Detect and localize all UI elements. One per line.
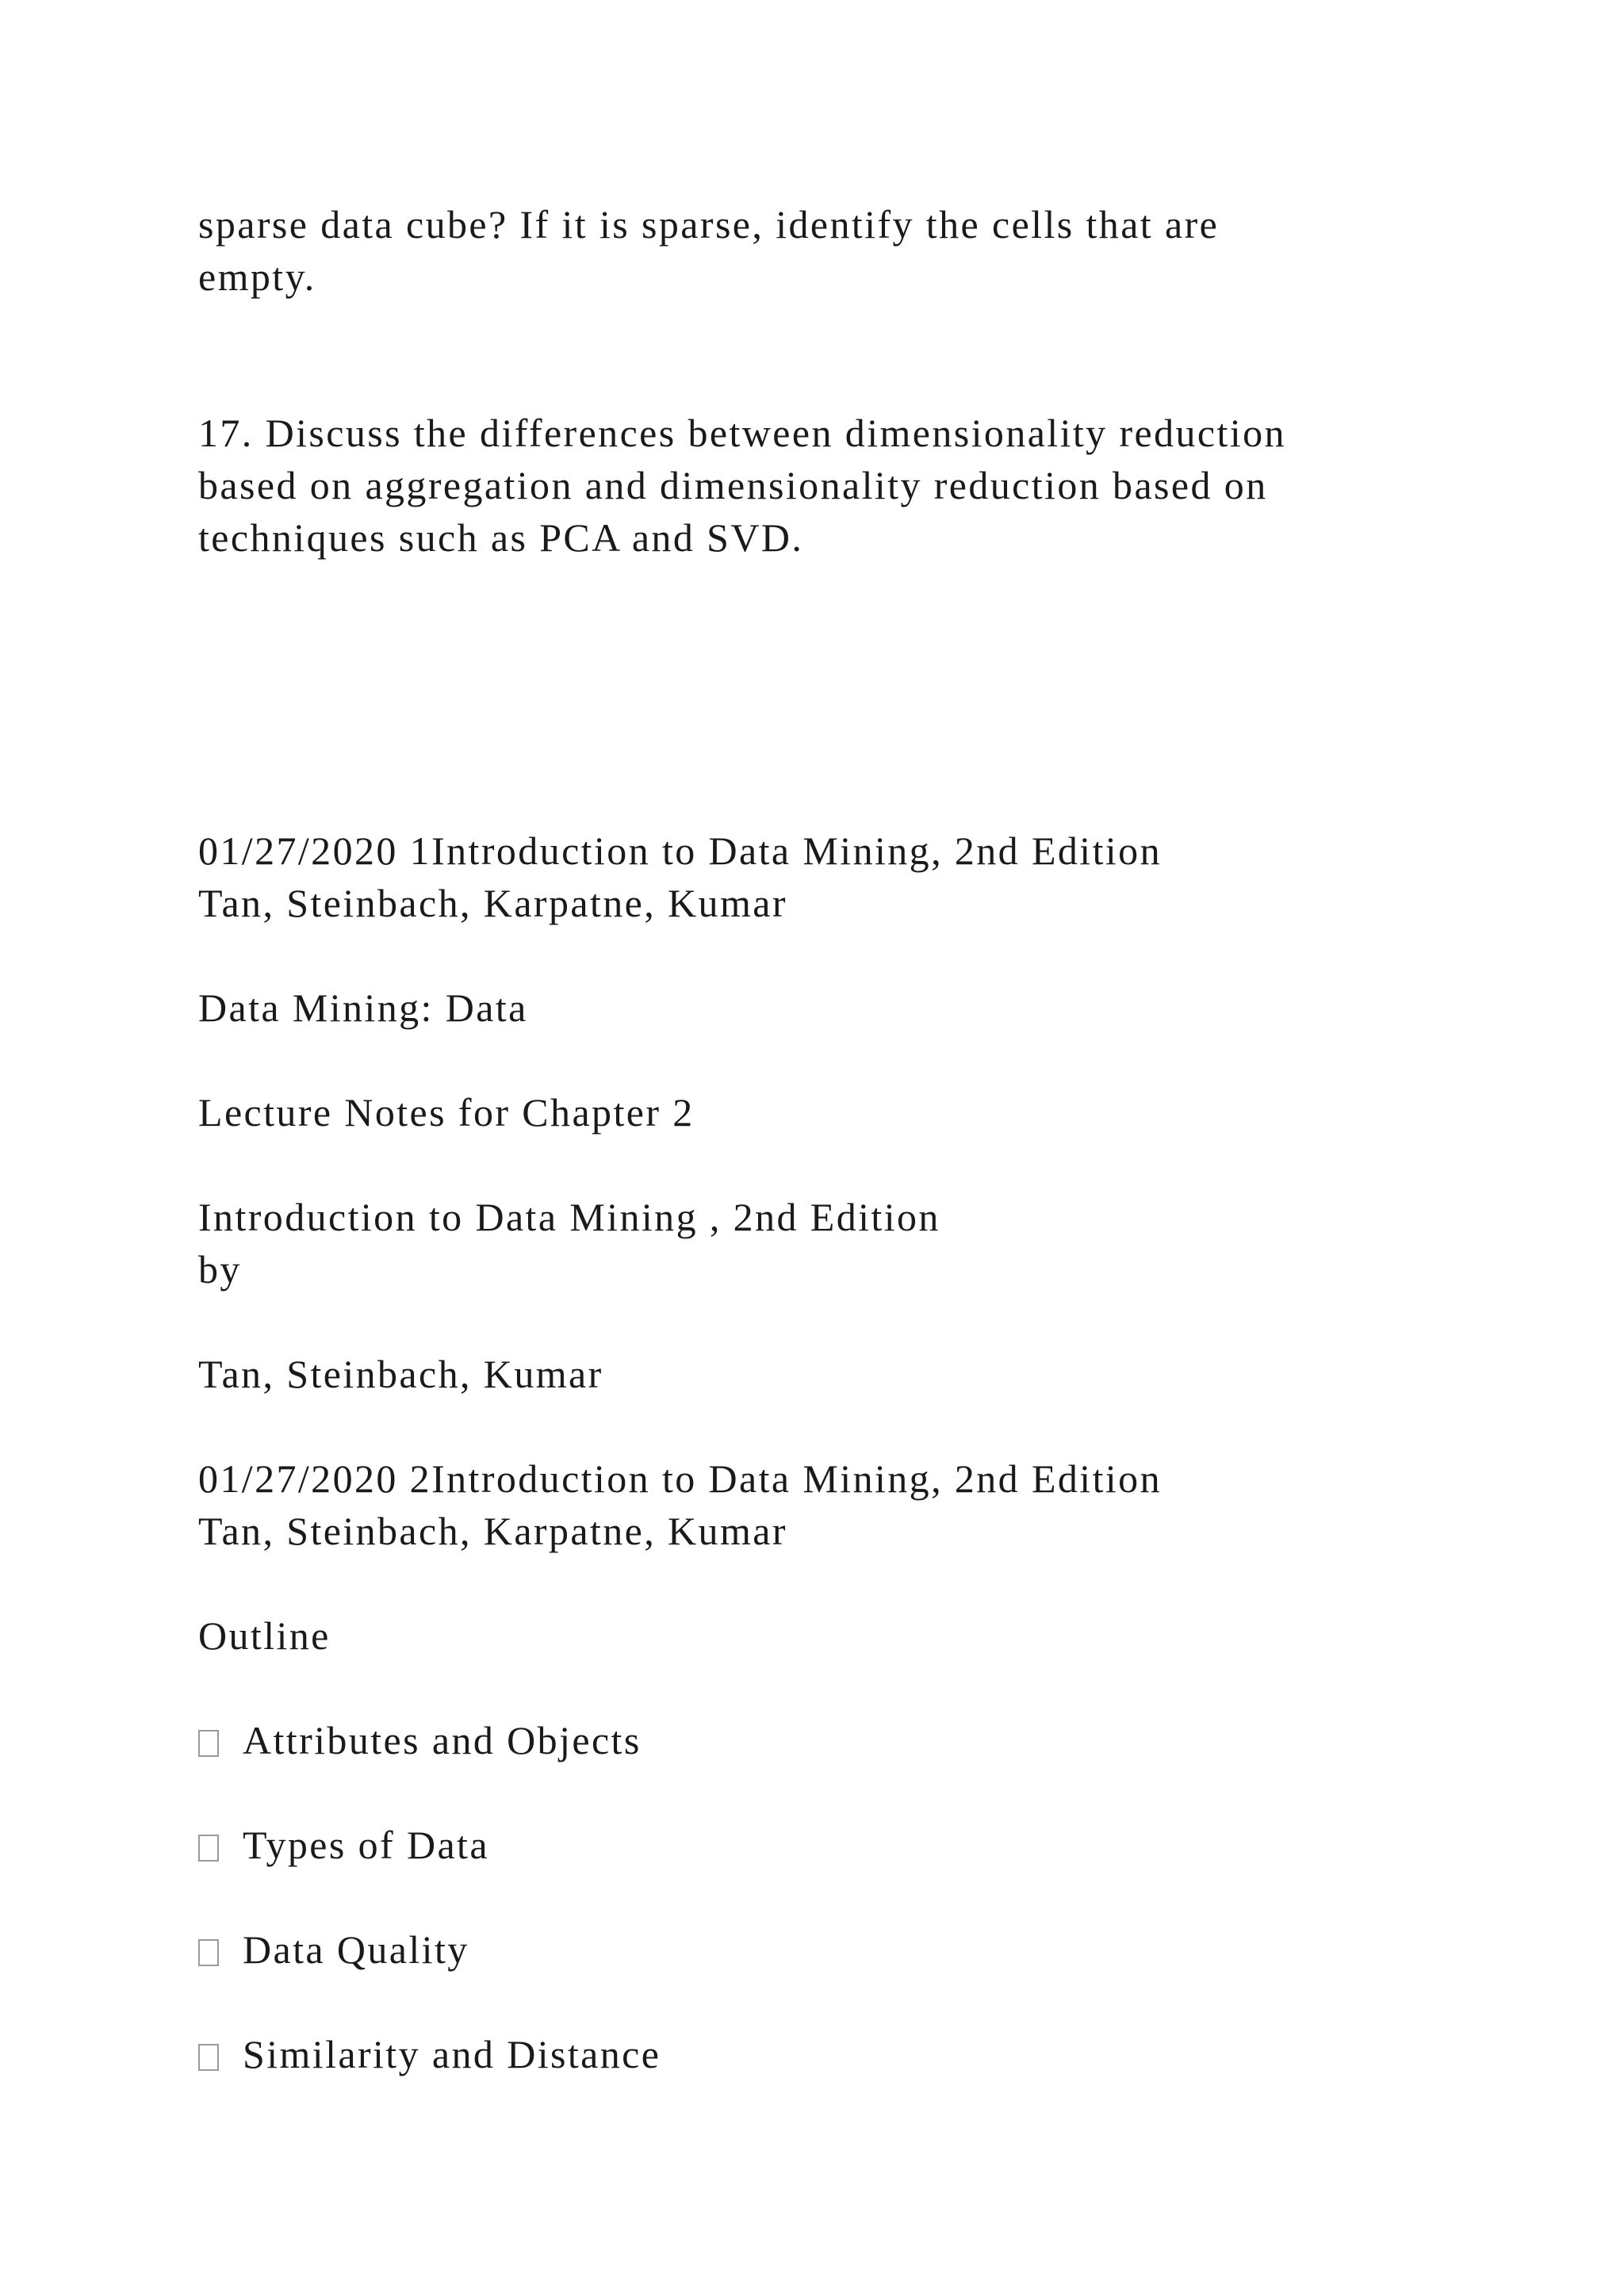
question-17-line: 17. Discuss the differences between dimensionality reduction <box>198 411 1286 455</box>
outline-item <box>198 2028 661 2080</box>
outline-item <box>198 1819 489 1871</box>
outline-heading: Outline <box>198 1613 331 1658</box>
outline-item <box>198 1923 469 1976</box>
slide-header-authors: Tan, Steinbach, Karpatne, Kumar <box>198 1509 787 1553</box>
text-line: based on aggregation and dimensionality reduction based on <box>198 463 1268 507</box>
text-line: Introduction to Data Mining , 2nd Edition <box>198 1195 940 1239</box>
bullet-box-icon <box>198 1730 219 1757</box>
text-line: Tan, Steinbach, Kumar <box>198 1352 603 1396</box>
outline-item-label: Similarity and Distance <box>243 2032 661 2076</box>
outline-item-label: Attributes and Objects <box>243 1718 642 1762</box>
text-line: by <box>198 1247 242 1292</box>
text-line: empty. <box>198 254 316 299</box>
outline-item <box>198 1714 642 1766</box>
text-line: techniques such as PCA and SVD. <box>198 515 804 560</box>
bullet-box-icon <box>198 1835 219 1862</box>
slide-header: 01/27/2020 1Introduction to Data Mining, 2nd Edition <box>198 828 1162 873</box>
outline-item-label: Types of Data <box>243 1823 489 1867</box>
outline-item-label: Data Quality <box>243 1927 469 1972</box>
bullet-box-icon <box>198 2044 219 2071</box>
text-line: sparse data cube? If it is sparse, identify the cells that are <box>198 202 1220 247</box>
slide-header: 01/27/2020 2Introduction to Data Mining, 2nd Edition <box>198 1456 1162 1501</box>
text-line: Lecture Notes for Chapter 2 <box>198 1090 695 1135</box>
slide-header-authors: Tan, Steinbach, Karpatne, Kumar <box>198 881 787 925</box>
bullet-box-icon <box>198 1939 219 1966</box>
slide-title: Data Mining: Data <box>198 985 528 1030</box>
